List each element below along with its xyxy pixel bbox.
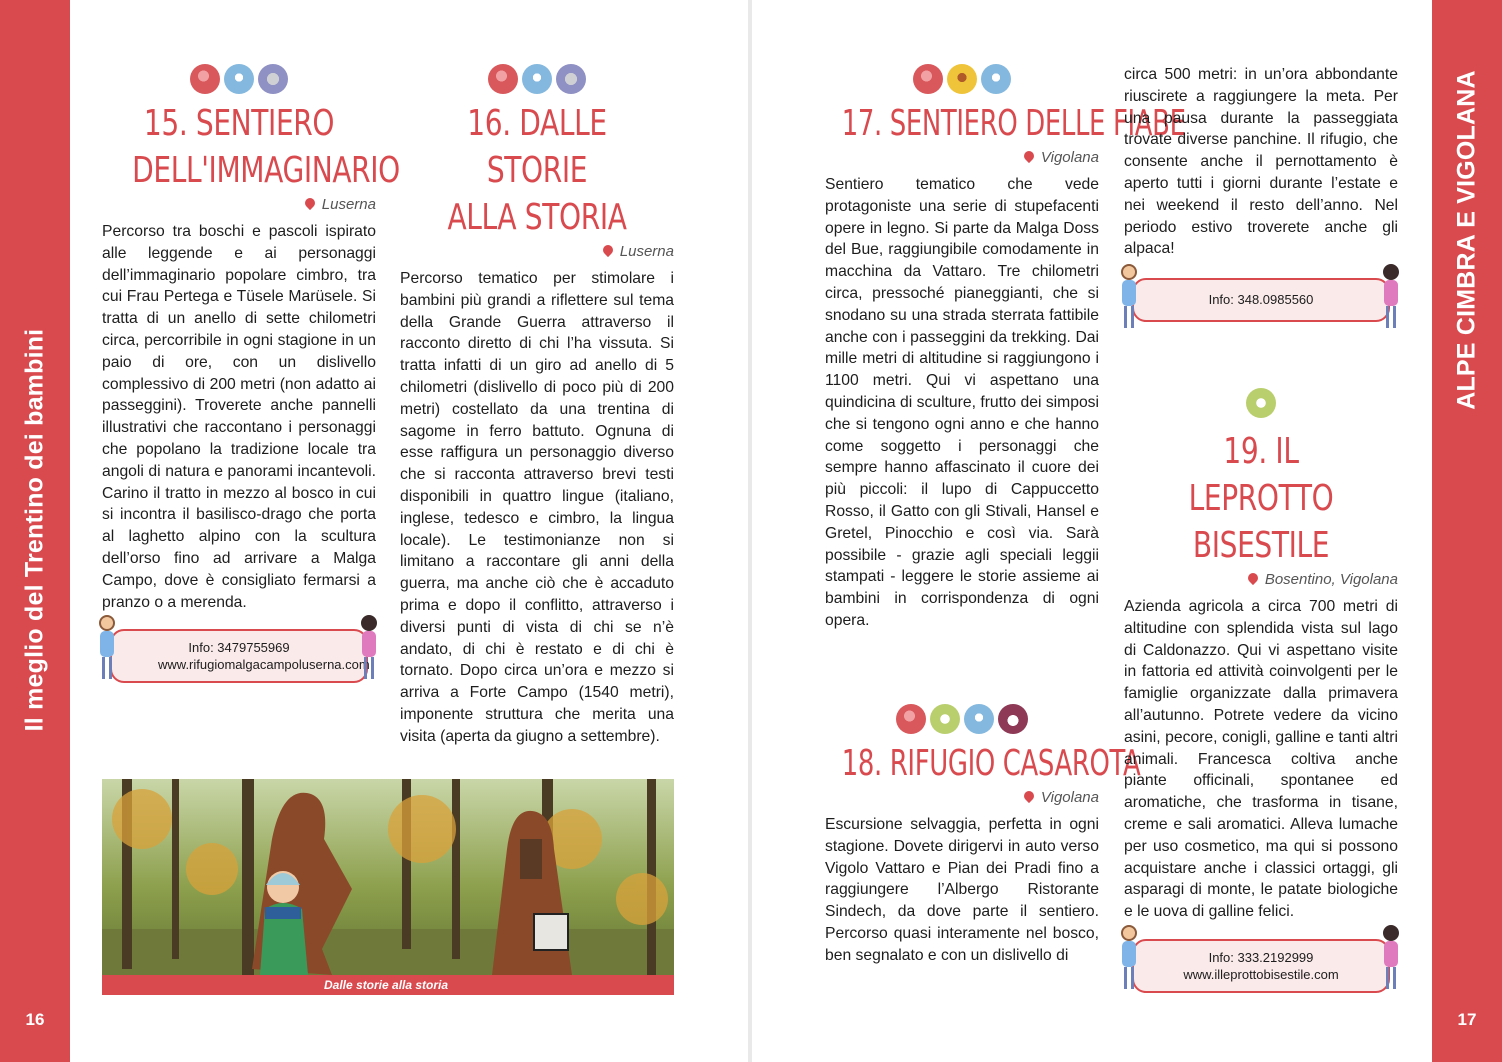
books-icon [556,64,586,94]
entry-19-title: 19. IL LEPROTTO BISESTILE [1188,431,1334,566]
entry-16-icons [400,64,674,98]
entry-15 [102,64,400,683]
entry-17-location: Vigolana [825,149,1099,166]
entry-19-body: Azienda agricola a circa 700 metri di altitudine con splendida vista sul lago di Caldonazzo. Qui vi aspettano visite in fattoria ed attività coinvolgenti per le famiglie organizzate dalla primavera all’autunno. Potrete vedere da vicino asini, pecore, conigli, galline e tanti altri animali. Francesca coltiva anche piante officinali, spontanee ed aromatiche, che trasforma in tisane, creme e sali aromatici. Alleva lumache per uso cosmetico, ma qui si possono acquistare anche i classici ortaggi, gli asparagi di monte, le patate biologiche e le uova di galline felici. [1124,598,1398,921]
food-icon [913,64,943,94]
girl-illustration-icon [1378,925,1404,995]
left-page-number: 16 [25,1010,45,1029]
entry-15-icons [102,64,376,98]
left-band-title: Il meglio del Trentino dei bambini [20,328,49,732]
boy-illustration-icon [1116,925,1142,995]
entry-19 [1124,388,1398,993]
entry-16-body: Percorso tematico per stimolare i bambini più grandi a riflettere sul tema della Grande Guerra attraverso il racconto diretto di chi l’ha vissuta. Si tratta infatti di un giro ad anello di 5 chilometri (dislivello di poco più di 200 metri) costellato da una trentina di sagome in ferro battuto. Ognuna di esse raffigura un personaggio diverso che si racconta attraverso brevi testi disponibili in quattro lingue (italiano, inglese, tedesco e cimbro, la lingua locale). Le testimonianze non si limitano a raccontare gli anni della guerra, ma anche ciò che è accaduto prima e dopo il conflitto, attraverso i diversi punti di vista di chi se n’è andato, di chi è restato e di chi è tornato. Dopo circa un’ora e mezzo si arriva a Forte Campo (1540 metri), imponente struttura che merita una visita (aperta da giugno a settembre). [400,270,674,745]
entry-19-phone: Info: 333.2192999 [1208,949,1314,965]
weather-icon [224,64,254,94]
entry-15-website[interactable]: www.rifugiomalgacampoluserna.com [158,657,370,673]
animals-icon [930,704,960,734]
entry-17-continuation-body: circa 500 metri: in un’ora abbondante riuscirete a raggiungere la meta. Per una pausa durante la passeggiata trovate diverse panchine. Il rifugio, che consente anche il pernottamento è aperto tutti i giorni durante l’estate e nei weekend il resto dell’anno. Nel periodo estivo troverete anche gli alpaca! [1124,66,1398,258]
entry-18-body: Escursione selvaggia, perfetta in ogni stagione. Dovete dirigervi in auto verso Vigolo Vattaro e Pian dei Pradi fino a raggiungere l’Albergo Ristorante Sindech, da dove parte il sentiero. Percorso quasi interamente nel bosco, ben segnalato e con un dislivello di [825,816,1099,964]
entry-16-location: Luserna [400,243,674,260]
books-icon [258,64,288,94]
bed-icon [998,704,1028,734]
entry-18-title: 18. RIFUGIO CASAROTA [841,743,1141,784]
fairy-tale-icon [947,64,977,94]
entry-19-location: Bosentino, Vigolana [1124,571,1398,588]
food-icon [190,64,220,94]
food-icon [488,64,518,94]
location-pin-icon [1022,149,1036,163]
girl-illustration-icon [356,615,382,685]
boy-illustration-icon [1116,264,1142,334]
entry-17-continuation [1124,64,1398,322]
animals-icon [1246,388,1276,418]
entry-19-info-box [1132,939,1390,993]
entry-18-icons [825,704,1099,738]
girl-illustration-icon [1378,264,1404,334]
location-pin-icon [1246,571,1260,585]
boy-illustration-icon [94,615,120,685]
location-pin-icon [303,196,317,210]
entry-16-title: 16. DALLE STORIE ALLA STORIA [447,103,627,238]
food-icon [896,704,926,734]
right-page-number: 17 [1457,1010,1477,1029]
entry-18-location: Vigolana [825,789,1099,806]
entry-17-phone: Info: 348.0985560 [1208,292,1314,308]
weather-icon [964,704,994,734]
entry-15-title: 15. SENTIERO DELL'IMMAGINARIO [132,103,400,191]
forest-scene-illustration [102,779,674,995]
entry-16 [400,64,674,748]
entry-15-location: Luserna [102,196,376,213]
entry-18 [825,704,1141,967]
entry-19-icons [1124,388,1398,422]
entry-17-icons [825,64,1099,98]
entry-15-info-box [110,629,368,683]
forest-photo [102,779,674,995]
right-band-title: ALPE CIMBRA E VIGOLANA [1452,70,1481,410]
weather-icon [981,64,1011,94]
entry-17 [825,64,1186,632]
left-page [0,0,748,1062]
location-pin-icon [1022,789,1036,803]
right-side-band [1432,0,1502,1062]
right-page [752,0,1502,1062]
photo-caption: Dalle storie alla storia [102,975,674,995]
entry-19-website[interactable]: www.illeprottobisestile.com [1183,966,1339,982]
entry-17-info-box [1132,278,1390,322]
entry-15-body: Percorso tra boschi e pascoli ispirato alle leggende e ai personaggi dell’immaginario popolare cimbro, tra cui Frau Pertega e Tüsele Marüsele. Si tratta di un anello di sette chilometri circa, percorribile in ogni stagione in un paio di ore, con un dislivello complessivo di 200 metri (non adatto ai passeggini). Troverete anche pannelli illustrativi che raccontano i personaggi che popolano la tradizione locale tra angoli di natura e panorami incantevoli. Carino il tratto in mezzo al bosco in cui si incontra il basilisco-drago che porta al laghetto alpino con la scultura dell’orso fino ad arrivare a Malga Campo, dove è consigliato fermarsi a pranzo o a merenda. [102,223,376,611]
entry-17-body: Sentiero tematico che vede protagoniste una serie di stupefacenti opere in legno. Si parte da Malga Doss del Bue, raggiungibile comodamente in macchina da Vattaro. Tre chilometri circa, pressoché pianeggianti, che si snodano su una strada sterrata fattibile anche con i passeggini da trekking. Dai mille metri di altitudine si raggiungono i 1100 metri. Qui vi aspettano una quindicina di sculture, frutto dei simposi che si tengono ogni anno e che hanno come soggetto i personaggi che sempre hanno affascinato il cuore dei più piccoli: il lupo di Cappuccetto Rosso, il Gatto con gli Stivali, Hansel e Gretel, Pinocchio e così via. Sarà possibile - grazie agli speciali leggii stampati - leggere le storie assieme ai bambini in corrispondenza di ogni opera. [825,176,1099,629]
entry-15-phone: Info: 3479755969 [188,640,290,656]
location-pin-icon [601,243,615,257]
entry-17-title: 17. SENTIERO DELLE FIABE [841,103,1186,144]
left-side-band [0,0,70,1062]
weather-icon [522,64,552,94]
